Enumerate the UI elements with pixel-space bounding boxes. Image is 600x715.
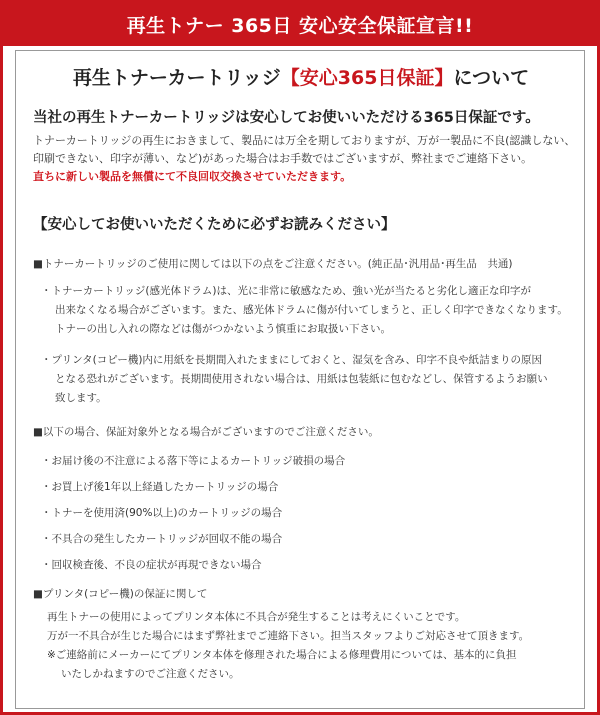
drum-note-line-2: 出来なくなる場合がございます。また、感光体ドラムに傷が付いてしまうと、正しく印字できなくなります。 (55, 304, 568, 316)
paper-note-line-2: となる恐れがございます。長期間使用されない場合は、用紙は包装紙に包むなどし、保管するようお願い (55, 373, 548, 385)
drum-note-line-3: トナーの出し入れの際などは傷がつかないよう慎重にお取扱い下さい。 (55, 323, 391, 335)
heading-post: について (453, 67, 530, 89)
intro-line-2: 印刷できない、印字が薄い、など)があった場合はお手数ではございますが、弊社までご連絡下さい。 (33, 152, 533, 165)
printer-warranty-line-1: 再生トナーの使用によってプリンタ本体に不具合が発生することは考えにくいことです。 (47, 611, 466, 623)
exclusion-item: ・不具合の発生したカートリッジが回収不能の場合 (41, 533, 283, 545)
exclusion-item: ・お届け後の不注意による落下等によるカートリッジ破損の場合 (41, 455, 346, 467)
banner-title: 再生トナー 365日 安心安全保証宣言!! (3, 3, 597, 46)
exclusion-item: ・お買上げ後1年以上経過したカートリッジの場合 (41, 481, 279, 493)
intro-line-1: トナーカートリッジの再生におきまして、製品には万全を期しておりますが、万が一製品に不良(認識しない、 (33, 134, 576, 147)
drum-note-line-1: ・トナーカートリッジ(感光体ドラム)は、光に非常に敏感なため、強い光が当たると劣化し適正な印字が (41, 285, 532, 297)
lead-statement: 当社の再生トナーカートリッジは安心してお使いいただける365日保証です。 (33, 110, 540, 126)
printer-warranty (33, 585, 581, 684)
heading-pre: 再生トナーカートリッジ (72, 67, 281, 89)
replacement-promise: 直ちに新しい製品を無償にて不良回収交換させていただきます。 (33, 170, 352, 183)
repair-note-line-2: いたしかねますのでご注意ください。 (61, 668, 240, 680)
warranty-exclusions (33, 423, 581, 578)
exclusions-header: ■以下の場合、保証対象外となる場合がございますのでご注意ください。 (33, 426, 379, 438)
usage-notes-header: ■トナーカートリッジのご使用に関しては以下の点をご注意ください。(純正品･汎用品･再生品 共通) (33, 258, 513, 270)
intro-paragraph (33, 132, 578, 186)
paper-note-line-1: ・プリンタ(コピー機)内に用紙を長期間入れたままにしておくと、湿気を含み、印字不良や紙詰まりの原因 (41, 354, 543, 366)
paper-note-line-3: 致します。 (55, 392, 107, 404)
printer-warranty-line-2: 万が一不具合が生じた場合にはまず弊社までご連絡下さい。担当スタッフよりご対応させて頂きます。 (47, 630, 530, 642)
usage-notes (33, 255, 581, 408)
content-box (15, 50, 585, 709)
section-title: 【安心してお使いいただくために必ずお読みください】 (33, 217, 396, 233)
exclusion-item: ・回収検査後、不良の症状が再現できない場合 (41, 559, 262, 571)
printer-warranty-header: ■プリンタ(コピー機)の保証に関して (33, 588, 208, 600)
repair-note-line-1: ※ご連絡前にメーカーにてプリンタ本体を修理された場合による修理費用については、基本的に負担 (47, 649, 517, 661)
heading-emphasis: 【安心365日保証】 (280, 67, 454, 89)
page-heading (16, 63, 586, 90)
exclusion-item: ・トナーを使用済(90%以上)のカートリッジの場合 (41, 507, 283, 519)
